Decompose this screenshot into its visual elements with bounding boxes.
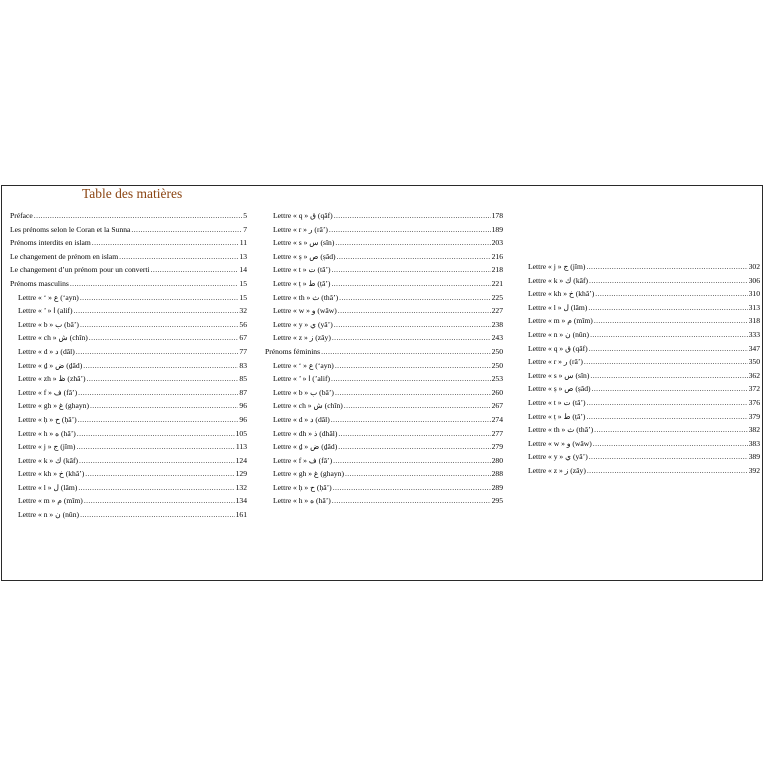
toc-entry-label: Lettre « ṭ » ط (ṭâ’): [273, 278, 331, 288]
toc-entry: [520, 274, 760, 288]
toc-entry-label: Lettre « h » ه (hâ’): [273, 496, 331, 506]
toc-entry: [10, 318, 247, 332]
toc-entry-label: Lettre « th » ث (thâ’): [273, 292, 339, 302]
toc-entry-page: 189: [491, 224, 503, 234]
toc-entry: [10, 440, 247, 454]
toc-entry-page: 310: [748, 289, 760, 299]
toc-entry-page: 333: [748, 329, 760, 339]
toc-entry: [10, 494, 247, 508]
toc-entry: [10, 331, 247, 345]
toc-entry: [520, 342, 760, 356]
toc-dot-leader: [77, 427, 235, 441]
toc-dot-leader: [89, 331, 239, 345]
toc-dot-leader: [331, 277, 490, 291]
toc-entry-label: Lettre « h » ه (hâ’): [18, 428, 76, 438]
toc-entry-page: 253: [491, 374, 503, 384]
toc-dot-leader: [335, 359, 491, 373]
toc-entry-label: Lettre « k » ك (kâf): [528, 275, 589, 285]
toc-dot-leader: [335, 236, 490, 250]
toc-entry-label: Lettre « q » ق (qâf): [528, 343, 588, 353]
toc-dot-leader: [589, 342, 748, 356]
toc-entry-page: 376: [748, 397, 760, 407]
toc-entry: [10, 304, 247, 318]
toc-entry: [265, 277, 503, 291]
toc-entry: [265, 209, 503, 223]
toc-entry: [265, 399, 503, 413]
toc-entry-page: 124: [235, 455, 247, 465]
toc-entry: [10, 345, 247, 359]
toc-entry: [265, 413, 503, 427]
toc-entry: [520, 314, 760, 328]
toc-entry-label: Lettre « m » م (mîm): [528, 316, 593, 326]
toc-entry-page: 7: [243, 224, 247, 234]
toc-entry-page: 302: [748, 262, 760, 271]
toc-entry: [520, 260, 760, 274]
toc-entry-label: Lettre « t » ت (tâ’): [273, 265, 331, 275]
toc-dot-leader: [338, 427, 490, 441]
toc-entry-label: Lettre « zh » ظ (zhâ’): [18, 374, 86, 384]
toc-dot-leader: [131, 223, 242, 237]
toc-entry-page: 250: [491, 346, 503, 356]
toc-entry: [10, 359, 247, 373]
toc-dot-leader: [76, 345, 239, 359]
toc-entry: [10, 372, 247, 386]
toc-dot-leader: [76, 440, 234, 454]
toc-entry-label: Lettre « ṣ » ص (ṣâd): [273, 251, 336, 261]
toc-dot-leader: [80, 508, 235, 522]
toc-entry: [265, 427, 503, 441]
toc-entry-page: 67: [239, 333, 247, 343]
toc-entry: [10, 454, 247, 468]
toc-dot-leader: [334, 318, 491, 332]
toc-entry-label: Lettre « z » ز (zây): [273, 333, 331, 343]
toc-entry: [520, 355, 760, 369]
toc-entry-label: Lettre « ch » ش (chîn): [18, 333, 88, 343]
toc-dot-leader: [119, 250, 238, 264]
toc-dot-leader: [593, 437, 748, 451]
toc-entry-label: Lettre « w » و (wâw): [273, 306, 337, 316]
toc-entry: [265, 467, 503, 481]
toc-dot-leader: [332, 331, 491, 345]
toc-entry-label: Lettre « ḥ » ح (ḥâ’): [18, 414, 77, 424]
toc-entry-label: Lettre « j » ج (jîm): [528, 262, 586, 271]
toc-entry-page: 218: [491, 265, 503, 275]
toc-entry-page: 288: [491, 469, 503, 479]
toc-entry-label: Lettre « k » ك (kâf): [18, 455, 79, 465]
toc-entry-label: Lettre « j » ج (jîm): [18, 442, 76, 452]
toc-entry: [10, 427, 247, 441]
toc-dot-leader: [586, 260, 747, 274]
toc-entry-label: Les prénoms selon le Coran et la Sunna: [10, 224, 131, 234]
toc-entry: [10, 508, 247, 522]
toc-dot-leader: [151, 263, 239, 277]
toc-entry-label: Le changement de prénom en islam: [10, 251, 119, 261]
toc-entry-page: 132: [235, 482, 247, 492]
toc-entry-page: 267: [491, 401, 503, 411]
toc-entry: [520, 464, 760, 478]
toc-entry-page: 11: [239, 238, 247, 248]
toc-entry-page: 350: [748, 357, 760, 367]
toc-dot-leader: [333, 481, 491, 495]
toc-entry-label: Lettre « t » ت (tâ’): [528, 397, 586, 407]
toc-entry-page: 280: [491, 455, 503, 465]
toc-entry-page: 96: [239, 414, 247, 424]
toc-dot-leader: [344, 399, 491, 413]
toc-entry-label: Lettre « dh » ذ (dhâl): [273, 428, 338, 438]
toc-entry: [10, 413, 247, 427]
toc-dot-leader: [78, 481, 234, 495]
toc-entry-label: Prénoms masculins: [10, 278, 69, 288]
toc-dot-leader: [590, 369, 747, 383]
toc-dot-leader: [334, 209, 491, 223]
toc-entry-label: Le changement d’un prénom pour un converti: [10, 265, 150, 275]
toc-column-1: [10, 209, 247, 522]
toc-entry: [10, 223, 247, 237]
toc-dot-leader: [590, 328, 748, 342]
toc-entry-label: Préface: [10, 211, 33, 220]
toc-entry: [520, 410, 760, 424]
toc-entry: [10, 236, 247, 250]
toc-column-2: [265, 209, 503, 508]
toc-dot-leader: [333, 454, 490, 468]
toc-entry-page: 129: [235, 469, 247, 479]
toc-entry: [10, 481, 247, 495]
toc-entry-label: Lettre « ṣ » ص (ṣâd): [528, 384, 591, 394]
toc-entry-page: 313: [748, 302, 760, 312]
toc-entry-label: Lettre « ‘ » ع (‘ayn): [18, 292, 79, 302]
toc-entry-label: Lettre « b » ب (bâ’): [273, 387, 334, 397]
toc-entry: [10, 467, 247, 481]
toc-dot-leader: [338, 440, 490, 454]
toc-entry: [520, 301, 760, 315]
toc-entry-label: Lettre « s » س (sîn): [528, 370, 590, 380]
toc-entry-page: 243: [491, 333, 503, 343]
toc-entry: [265, 359, 503, 373]
toc-entry-page: 105: [235, 428, 247, 438]
toc-entry-page: 83: [239, 360, 247, 370]
toc-entry-page: 295: [491, 496, 503, 506]
toc-dot-leader: [85, 467, 234, 481]
toc-dot-leader: [335, 386, 491, 400]
toc-dot-leader: [589, 450, 748, 464]
toc-entry-label: Lettre « ṭ » ط (ṭâ’): [528, 411, 586, 421]
toc-entry-page: 379: [748, 411, 760, 421]
toc-entry-page: 14: [239, 265, 247, 275]
toc-entry-page: 277: [491, 428, 503, 438]
toc-entry-label: Lettre « r » ر (râ’): [528, 357, 583, 367]
toc-entry: [10, 263, 247, 277]
toc-dot-leader: [321, 345, 491, 359]
toc-dot-leader: [332, 263, 491, 277]
toc-dot-leader: [584, 355, 748, 369]
toc-dot-leader: [80, 318, 238, 332]
toc-entry-label: Lettre « gh » غ (ghayn): [18, 401, 89, 411]
toc-dot-leader: [587, 464, 748, 478]
toc-dot-leader: [329, 223, 491, 237]
toc-entry-page: 392: [748, 465, 760, 475]
toc-entry-page: 203: [491, 238, 503, 248]
toc-entry: [265, 263, 503, 277]
toc-dot-leader: [332, 494, 491, 508]
toc-entry-page: 347: [748, 343, 760, 353]
toc-entry: [520, 287, 760, 301]
toc-entry: [265, 250, 503, 264]
toc-column-3: [520, 260, 760, 478]
toc-entry: [265, 345, 503, 359]
toc-dot-leader: [586, 410, 747, 424]
toc-entry-label: Lettre « ḥ » ح (ḥâ’): [273, 482, 332, 492]
toc-dot-leader: [338, 304, 491, 318]
toc-dot-leader: [73, 304, 238, 318]
toc-entry-label: Lettre « s » س (sîn): [273, 238, 335, 248]
toc-entry-page: 383: [748, 438, 760, 448]
toc-entry-label: Lettre « y » ي (yâ’): [528, 452, 588, 462]
toc-dot-leader: [90, 399, 238, 413]
toc-entry-page: 178: [491, 211, 503, 220]
toc-entry-page: 216: [491, 251, 503, 261]
toc-dot-leader: [331, 372, 491, 386]
toc-entry: [520, 396, 760, 410]
toc-entry-label: Lettre « n » ن (nûn): [18, 510, 80, 520]
toc-entry-page: 13: [239, 251, 247, 261]
toc-dot-leader: [87, 372, 239, 386]
toc-entry-page: 134: [235, 496, 247, 506]
toc-entry-label: Lettre « f » ف (fâ’): [18, 387, 78, 397]
toc-entry-label: Lettre « kh » خ (khâ’): [528, 289, 595, 299]
toc-entry: [520, 369, 760, 383]
toc-entry: [265, 318, 503, 332]
toc-entry: [265, 494, 503, 508]
toc-dot-leader: [594, 314, 748, 328]
toc-entry: [520, 437, 760, 451]
toc-entry-page: 56: [239, 319, 247, 329]
toc-entry-page: 87: [239, 387, 247, 397]
toc-entry-page: 372: [748, 384, 760, 394]
toc-dot-leader: [337, 250, 491, 264]
toc-dot-leader: [594, 423, 747, 437]
toc-dot-leader: [80, 291, 239, 305]
toc-entry: [520, 328, 760, 342]
toc-entry-label: Lettre « ‘ » ع (‘ayn): [273, 360, 334, 370]
toc-entry: [520, 450, 760, 464]
toc-entry-label: Lettre « d » د (dâl): [18, 346, 75, 356]
toc-entry: [265, 223, 503, 237]
toc-dot-leader: [592, 382, 748, 396]
toc-entry-page: 238: [491, 319, 503, 329]
toc-entry-page: 225: [491, 292, 503, 302]
toc-entry-page: 318: [748, 316, 760, 326]
toc-entry: [520, 423, 760, 437]
toc-dot-leader: [595, 287, 747, 301]
toc-dot-leader: [588, 301, 747, 315]
toc-entry-label: Lettre « w » و (wâw): [528, 438, 592, 448]
toc-entry: [10, 209, 247, 223]
toc-entry-page: 306: [748, 275, 760, 285]
toc-entry: [265, 236, 503, 250]
toc-entry-label: Lettre « th » ث (thâ’): [528, 425, 594, 435]
toc-entry-page: 279: [491, 442, 503, 452]
toc-entry: [265, 454, 503, 468]
toc-entry-page: 274: [491, 414, 503, 424]
toc-entry-label: Lettre « gh » غ (ghayn): [273, 469, 344, 479]
toc-entry-label: Lettre « y » ي (yâ’): [273, 319, 333, 329]
toc-entry-page: 221: [491, 278, 503, 288]
toc-entry-page: 250: [491, 360, 503, 370]
toc-dot-leader: [78, 386, 238, 400]
toc-dot-leader: [83, 359, 238, 373]
toc-entry: [10, 277, 247, 291]
toc-entry-label: Lettre « l » ل (lâm): [18, 482, 78, 492]
toc-entry-label: Lettre « r » ر (râ’): [273, 224, 328, 234]
toc-entry-page: 227: [491, 306, 503, 316]
toc-entry-label: Prénoms féminins: [265, 346, 321, 356]
toc-entry-label: Lettre « q » ق (qâf): [273, 211, 333, 220]
toc-entry-label: Prénoms interdits en islam: [10, 238, 91, 248]
toc-dot-leader: [587, 396, 748, 410]
toc-entry: [265, 304, 503, 318]
toc-entry: [520, 382, 760, 396]
toc-entry-page: 260: [491, 387, 503, 397]
toc-entry-page: 85: [239, 374, 247, 384]
toc-entry-label: Lettre « ḏ » ض (ḏâd): [273, 442, 338, 452]
toc-dot-leader: [339, 291, 490, 305]
toc-dot-leader: [79, 454, 235, 468]
toc-entry: [265, 331, 503, 345]
toc-entry-page: 382: [748, 425, 760, 435]
toc-entry-label: Lettre « ḏ » ض (ḏâd): [18, 360, 83, 370]
toc-entry: [265, 372, 503, 386]
toc-entry-page: 113: [235, 442, 247, 452]
toc-dot-leader: [345, 467, 491, 481]
toc-entry-page: 5: [243, 211, 247, 220]
toc-dot-leader: [70, 277, 239, 291]
toc-entry-label: Lettre « z » ز (zây): [528, 465, 586, 475]
toc-entry-label: Lettre « b » ب (bâ’): [18, 319, 79, 329]
toc-entry: [265, 481, 503, 495]
toc-entry: [265, 386, 503, 400]
toc-entry-label: Lettre « ch » ش (chîn): [273, 401, 343, 411]
toc-entry-label: Lettre « ’ » ا (alif): [18, 306, 73, 316]
toc-entry-page: 362: [748, 370, 760, 380]
toc-dot-leader: [78, 413, 239, 427]
toc-entry: [10, 386, 247, 400]
toc-entry-page: 96: [239, 401, 247, 411]
toc-entry-page: 161: [235, 510, 247, 520]
toc-entry-page: 15: [239, 278, 247, 288]
toc-dot-leader: [589, 274, 748, 288]
toc-dot-leader: [34, 209, 242, 223]
toc-entry-page: 289: [491, 482, 503, 492]
toc-entry: [10, 399, 247, 413]
toc-entry-label: Lettre « n » ن (nûn): [528, 329, 590, 339]
page-title: Table des matières: [82, 186, 183, 201]
toc-entry-label: Lettre « kh » خ (khâ’): [18, 469, 85, 479]
toc-entry-label: Lettre « ’ » ا (’alif): [273, 374, 331, 384]
toc-dot-leader: [84, 494, 235, 508]
toc-entry: [265, 291, 503, 305]
toc-entry: [265, 440, 503, 454]
toc-entry-page: 77: [239, 346, 247, 356]
toc-entry-label: Lettre « f » ف (fâ’): [273, 455, 333, 465]
toc-entry-page: 32: [239, 306, 247, 316]
toc-entry-label: Lettre « d » د (dâl): [273, 414, 330, 424]
toc-entry-page: 389: [748, 452, 760, 462]
toc-entry: [10, 250, 247, 264]
toc-entry-label: Lettre « m » م (mîm): [18, 496, 83, 506]
toc-dot-leader: [92, 236, 239, 250]
toc-entry-label: Lettre « l » ل (lâm): [528, 302, 588, 312]
toc-dot-leader: [331, 413, 491, 427]
toc-entry: [10, 291, 247, 305]
toc-entry-page: 15: [239, 292, 247, 302]
